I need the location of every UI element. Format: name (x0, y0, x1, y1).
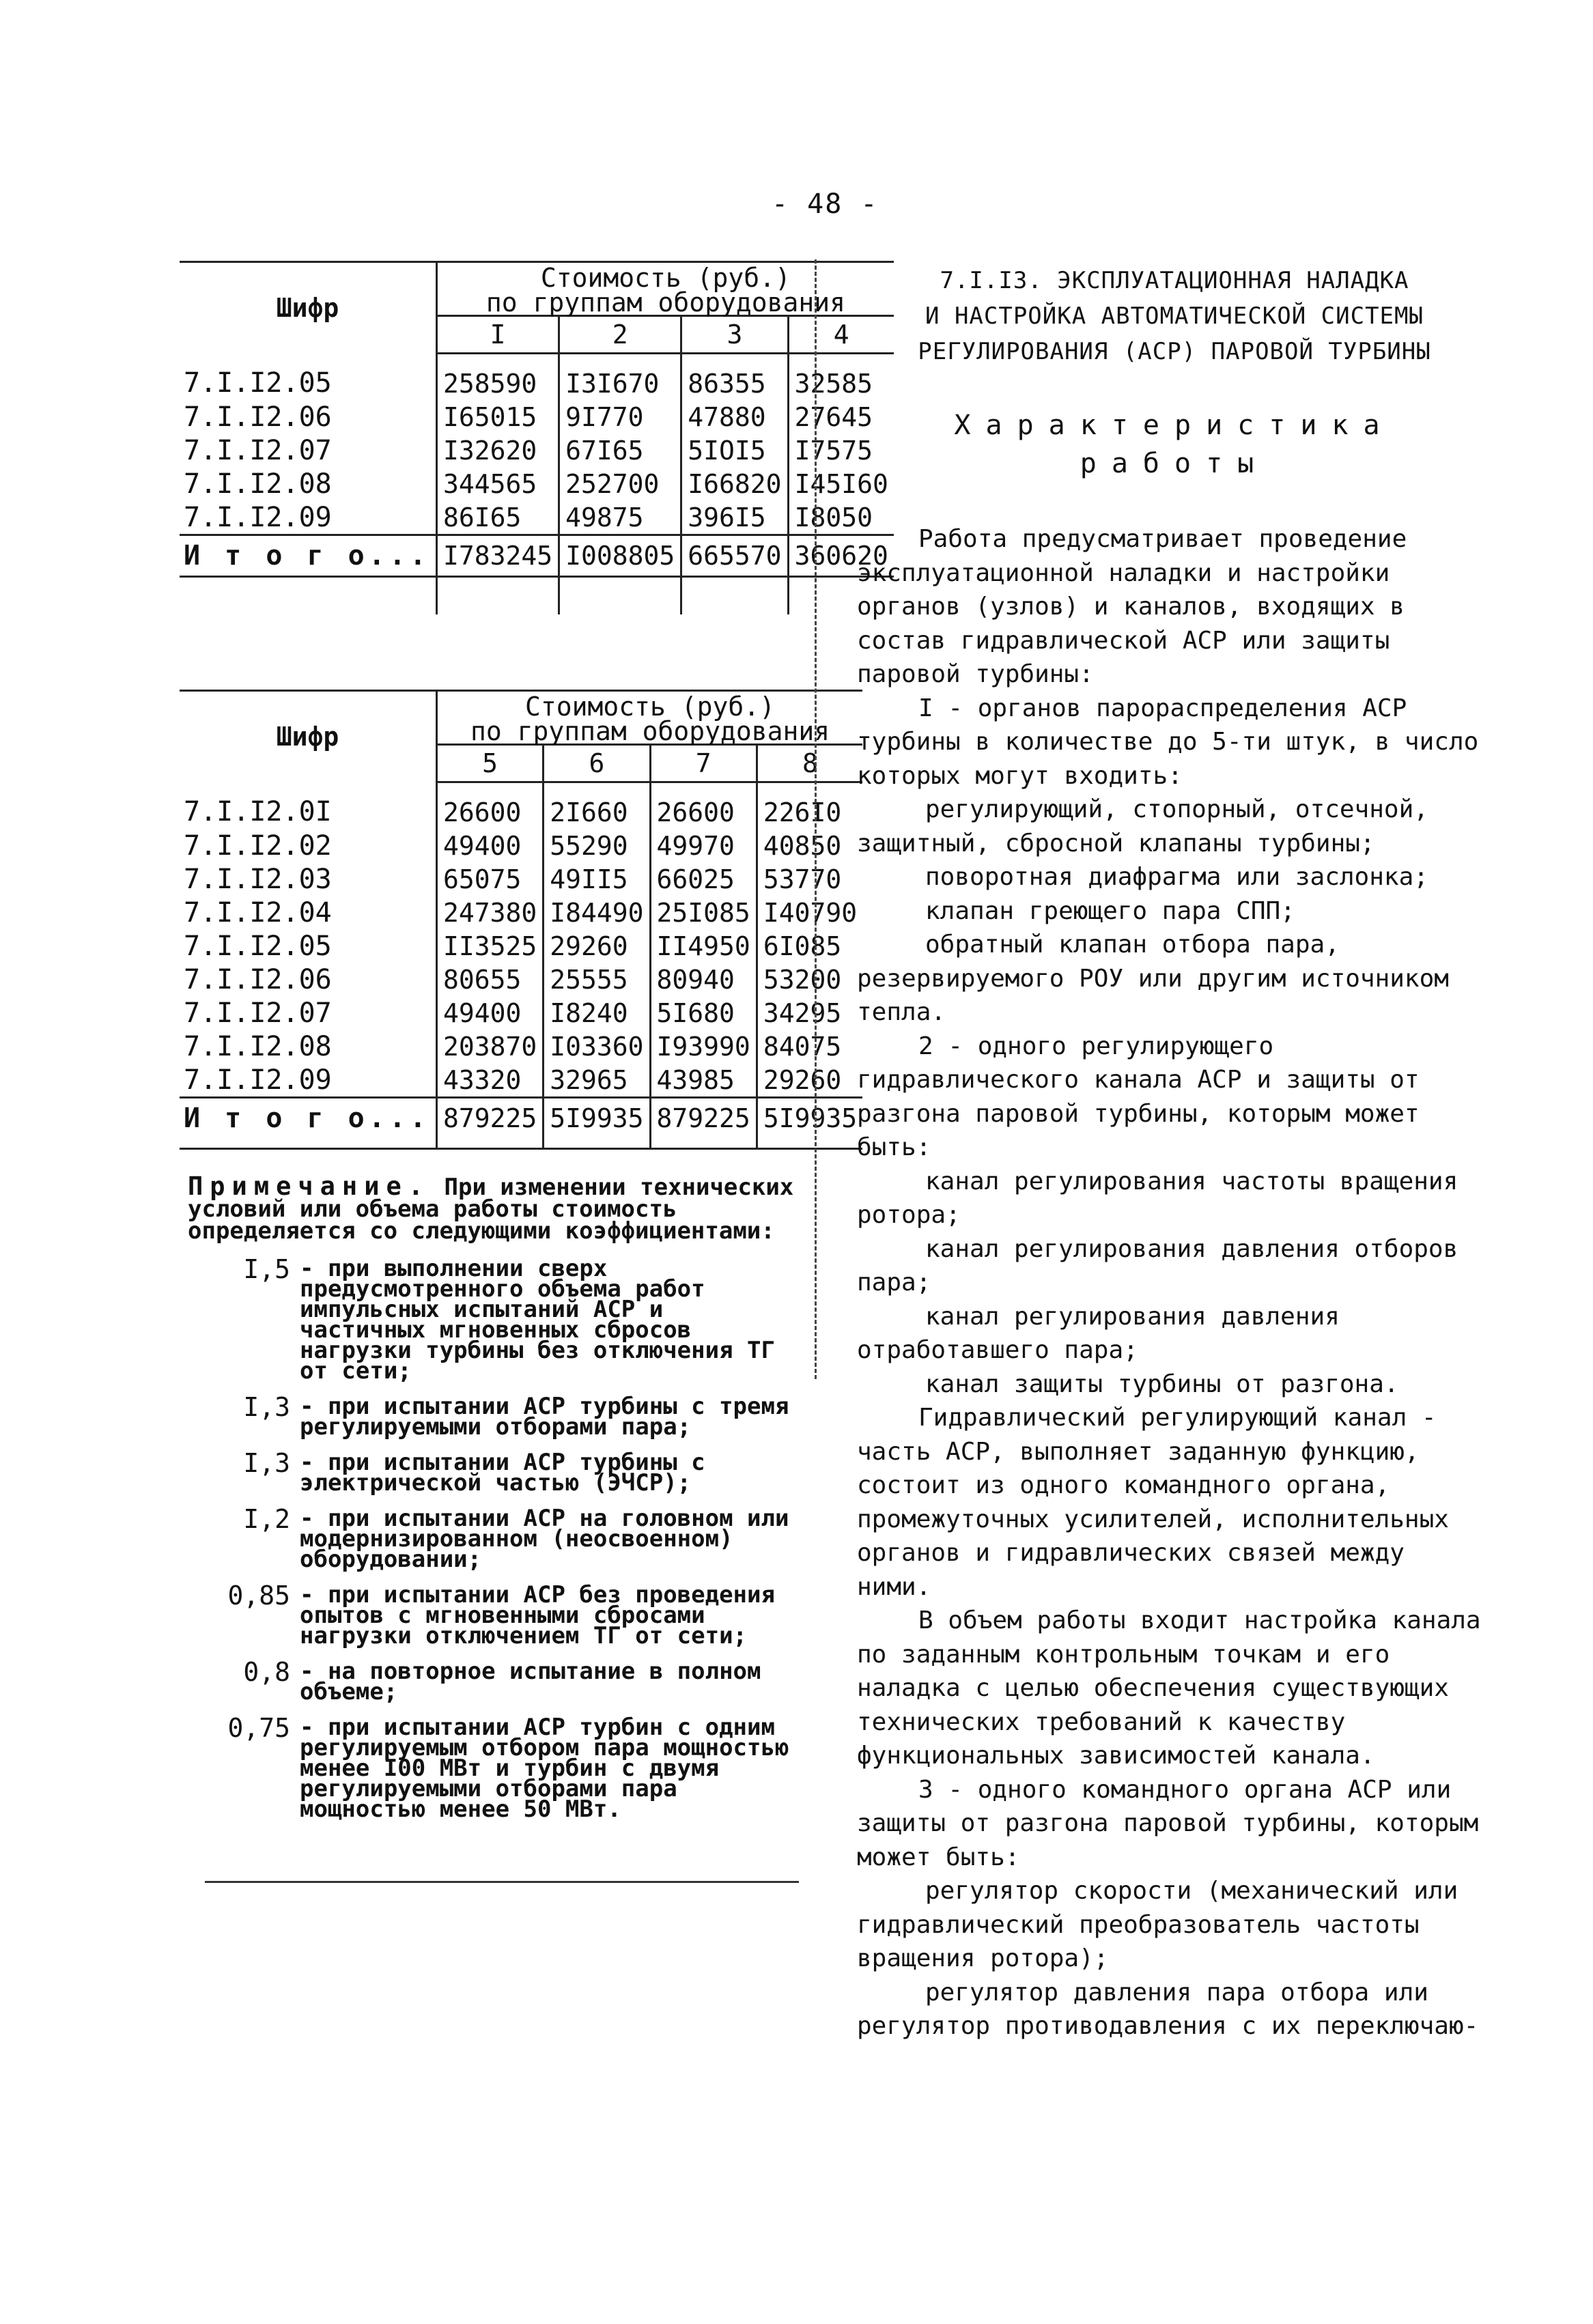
cost-cell: 80655 (436, 963, 543, 996)
row-code: 7.I.I2.02 (180, 829, 436, 862)
table-spacer (180, 577, 894, 615)
group-number: 7 (650, 745, 757, 782)
group-number: 6 (544, 745, 650, 782)
cost-cell: 43320 (436, 1063, 543, 1098)
spacer-cell (180, 577, 436, 615)
cost-header-line1: Стоимость (руб.) (540, 263, 791, 293)
note-intro (188, 1172, 802, 1245)
cipher-header: Шифр (180, 262, 436, 354)
cost-cell: 53200 (763, 964, 842, 995)
cost-cell: I03360 (544, 1030, 650, 1063)
cost-group-header (436, 262, 893, 316)
total-label: И т о г о... (180, 1098, 436, 1149)
table-row (180, 1030, 862, 1063)
total-cell: 5I9935 (544, 1098, 650, 1149)
cost-cell: 32585 (794, 368, 873, 399)
list-item: регулирующий, стопорный, отсечной, защитный, сбросной клапаны турбины; (857, 795, 1428, 858)
table-row (180, 782, 862, 830)
cost-cell: 49II5 (544, 862, 650, 896)
cost-cell: 25555 (544, 963, 650, 996)
group-number: I (436, 316, 559, 354)
table-row (180, 829, 862, 862)
cost-cell: 26600 (436, 782, 543, 830)
row-code: 7.I.I2.04 (180, 896, 436, 929)
table-row (180, 996, 862, 1030)
cost-cell: II4950 (650, 929, 757, 963)
footnote-rule (205, 1881, 799, 1883)
column-divider (815, 259, 817, 1379)
list-item: клапан греющего пара СПП; (925, 896, 1295, 925)
coefficient-description: - при испытании АСР турбины с тремя регулируемыми отборами пара; (300, 1393, 789, 1441)
paragraph: 3 - одного командного органа АСР или защиты от разгона паровой турбины, которым может быть: (857, 1775, 1479, 1871)
cost-cell: 86I65 (436, 500, 559, 535)
subheading-line: работы (1080, 448, 1269, 479)
list-item: регулятор скорости (механический или гидравлический преобразователь частоты вращения ротора); (857, 1877, 1458, 1972)
cost-header-line2: по группам оборудования (485, 287, 846, 317)
coefficient-item (188, 1392, 802, 1441)
cost-cell: I7575 (794, 435, 873, 466)
total-cell: I008805 (559, 535, 681, 577)
total-cell: 360620 (788, 535, 894, 577)
cost-cell: I32620 (436, 434, 559, 467)
cost-cell: 84075 (763, 1031, 842, 1062)
row-code: 7.I.I2.08 (180, 1030, 436, 1063)
cost-cell: 66025 (650, 862, 757, 896)
total-cell: I783245 (436, 535, 559, 577)
cost-cell: 344565 (436, 467, 559, 500)
cost-cell: I84490 (544, 896, 650, 929)
total-row (180, 1098, 862, 1149)
row-code: 7.I.I2.06 (180, 400, 436, 434)
coefficient-item (188, 1657, 802, 1705)
cost-header-line1: Стоимость (руб.) (525, 692, 776, 722)
section-7-1-13 (857, 263, 1492, 2043)
section-title (857, 263, 1492, 369)
total-row (180, 535, 894, 577)
cost-cell: 26600 (650, 782, 757, 830)
cost-cell: 252700 (559, 467, 681, 500)
cost-cell: I66820 (681, 467, 788, 500)
cost-table-groups-1-4 (180, 261, 894, 614)
paragraph: 2 - одного регулирующего гидравлического канала АСР и защиты от разгона паровой турбины, которым может быть: (857, 1032, 1420, 1161)
cost-cell: I8240 (544, 996, 650, 1030)
coefficient-value: 0,8 (243, 1657, 290, 1687)
coefficient-value: I,3 (243, 1392, 290, 1422)
cost-cell: 43985 (650, 1063, 757, 1098)
section-title-line: РЕГУЛИРОВАНИЯ (АСР) ПАРОВОЙ ТУРБИНЫ (918, 338, 1431, 365)
coefficient-item (188, 1581, 802, 1649)
cost-cell: 40850 (763, 830, 842, 861)
total-cell: 879225 (650, 1098, 757, 1149)
paragraph: Гидравлический регулирующий канал - часть АСР, выполняет заданную функцию, состоит из одного командного органа, промежуточных усилителей, исполнительных органов и гидравлических связей между ними. (857, 1404, 1449, 1601)
paragraph: Работа предусматривает проведение эксплуатационной наладки и настройки органов (узлов) и каналов, входящих в состав гидравлической АСР или защиты паровой турбины: (857, 525, 1407, 688)
section-body (857, 522, 1492, 2043)
coefficient-item (188, 1448, 802, 1497)
list-item: канал регулирования частоты вращения ротора; (857, 1167, 1458, 1229)
coefficient-description: - на повторное испытание в полном объеме; (300, 1658, 761, 1705)
coefficient-value: I,2 (243, 1504, 290, 1534)
cost-cell: 396I5 (681, 500, 788, 535)
coefficient-value: 0,85 (227, 1581, 290, 1611)
cost-cell: I40790 (763, 897, 858, 928)
cost-cell: 5IOI5 (681, 434, 788, 467)
cost-cell: 49970 (650, 829, 757, 862)
cipher-header: Шифр (180, 691, 436, 782)
list-item: канал регулирования давления отработавшего пара; (857, 1302, 1340, 1364)
note-block (188, 1172, 802, 1834)
row-code: 7.I.I2.07 (180, 996, 436, 1030)
group-number: 8 (757, 745, 862, 782)
table-row (180, 434, 894, 467)
cost-group-header (436, 691, 862, 745)
spacer-cell (681, 577, 788, 615)
coefficient-value: I,3 (243, 1448, 290, 1478)
cost-cell: 32965 (544, 1063, 650, 1098)
coefficient-description: - при испытании АСР турбин с одним регулируемым отбором пара мощностью менее I00 МВт и турбин с двумя регулируемыми отборами пара мощностью менее 50 МВт. (300, 1714, 789, 1823)
table-row (180, 1063, 862, 1098)
group-number: 4 (788, 316, 894, 354)
coefficient-list (188, 1254, 802, 1823)
cost-cell: 6I085 (763, 931, 842, 961)
cost-cell: 80940 (650, 963, 757, 996)
coefficient-value: 0,75 (227, 1713, 290, 1743)
section-title-line: И НАСТРОЙКА АВТОМАТИЧЕСКОЙ СИСТЕМЫ (925, 302, 1424, 330)
row-code: 7.I.I2.08 (180, 467, 436, 500)
total-label: И т о г о... (180, 535, 436, 577)
cost-cell: 247380 (436, 896, 543, 929)
list-item: канал защиты турбины от разгона. (925, 1370, 1399, 1398)
row-code: 7.I.I2.03 (180, 862, 436, 896)
cost-cell: 9I770 (559, 400, 681, 434)
cost-cell: II3525 (436, 929, 543, 963)
cost-cell: 47880 (681, 400, 788, 434)
cost-cell: I93990 (650, 1030, 757, 1063)
coefficient-value: I,5 (243, 1254, 290, 1284)
cost-cell: 49400 (436, 829, 543, 862)
cost-cell: 258590 (436, 354, 559, 401)
cost-cell: 53770 (763, 864, 842, 894)
cost-cell: 27645 (794, 401, 873, 432)
cost-cell: I45I60 (794, 468, 888, 499)
table-row (180, 862, 862, 896)
note-intro-text: При изменении технических условий или объема работы стоимость определяется со следующими коэффициентами: (188, 1174, 794, 1245)
subheading (857, 406, 1492, 483)
list-item: обратный клапан отбора пара, резервируемого РОУ или другим источником тепла. (857, 931, 1449, 1026)
spacer-cell (559, 577, 681, 615)
total-cell: 665570 (681, 535, 788, 577)
row-code: 7.I.I2.05 (180, 354, 436, 401)
group-number: 2 (559, 316, 681, 354)
table-row (180, 929, 862, 963)
cost-cell: I8050 (794, 502, 873, 533)
cost-cell: 34295 (763, 997, 842, 1028)
table-body (180, 354, 894, 615)
coefficient-item (188, 1254, 802, 1385)
list-item: поворотная диафрагма или заслонка; (925, 863, 1428, 891)
cost-cell: 55290 (544, 829, 650, 862)
table-body (180, 782, 862, 1149)
coefficient-item (188, 1713, 802, 1823)
coefficient-item (188, 1504, 802, 1573)
total-cell: 879225 (436, 1098, 543, 1149)
cost-cell: 25I085 (650, 896, 757, 929)
cost-cell: 67I65 (559, 434, 681, 467)
cost-cell: 29260 (544, 929, 650, 963)
cost-cell: 226I0 (763, 797, 842, 827)
spacer-cell (436, 577, 559, 615)
paragraph: I - органов парораспределения АСР турбины в количестве до 5-ти штук, в число которых могут входить: (857, 694, 1479, 790)
row-code: 7.I.I2.0I (180, 782, 436, 830)
table-row (180, 354, 894, 401)
row-code: 7.I.I2.09 (180, 1063, 436, 1098)
group-number: 5 (436, 745, 543, 782)
table-row (180, 500, 894, 535)
cost-cell: 49875 (559, 500, 681, 535)
subheading-line: Характеристика (954, 410, 1395, 441)
cost-cell: 49400 (436, 996, 543, 1030)
page-number: - 48 - (772, 188, 879, 220)
coefficient-description: - при выполнении сверх предусмотренного объема работ импульсных испытаний АСР и частичных мгновенных сбросов нагрузки турбины без отключения ТГ от сети; (300, 1255, 775, 1385)
total-cell: 5I9935 (757, 1098, 862, 1149)
note-label: Примечание. (188, 1172, 431, 1201)
cost-header-line2: по группам оборудования (470, 716, 830, 746)
table-row (180, 896, 862, 929)
cost-cell: 2I660 (544, 782, 650, 830)
table-row (180, 963, 862, 996)
cost-cell: 29260 (763, 1064, 842, 1095)
coefficient-description: - при испытании АСР без проведения опытов с мгновенными сбросами нагрузки отключением ТГ от сети; (300, 1581, 775, 1649)
cost-cell: 203870 (436, 1030, 543, 1063)
section-title-line: 7.I.I3. ЭКСПЛУАТАЦИОННАЯ НАЛАДКА (940, 267, 1409, 294)
cost-cell: I65015 (436, 400, 559, 434)
cost-table-groups-5-8 (180, 690, 862, 1150)
coefficient-description: - при испытании АСР на головном или модернизированном (неосвоенном) оборудовании; (300, 1505, 789, 1573)
list-item: канал регулирования давления отборов пара; (857, 1234, 1458, 1296)
table-row (180, 400, 894, 434)
paragraph: В объем работы входит настройка канала по заданным контрольным точкам и его наладка с целью обеспечения существующих технических требований к качеству функциональных зависимостей канала. (857, 1606, 1481, 1770)
row-code: 7.I.I2.07 (180, 434, 436, 467)
cost-cell: 86355 (681, 354, 788, 401)
list-item: регулятор давления пара отбора или регулятор противодавления с их переключаю- (857, 1978, 1479, 2040)
row-code: 7.I.I2.05 (180, 929, 436, 963)
row-code: 7.I.I2.09 (180, 500, 436, 535)
table-row (180, 467, 894, 500)
coefficient-description: - при испытании АСР турбины с электрической частью (ЭЧСР); (300, 1449, 705, 1497)
cost-cell: I3I670 (559, 354, 681, 401)
cost-cell: 65075 (436, 862, 543, 896)
row-code: 7.I.I2.06 (180, 963, 436, 996)
group-number: 3 (681, 316, 788, 354)
cost-cell: 5I680 (650, 996, 757, 1030)
